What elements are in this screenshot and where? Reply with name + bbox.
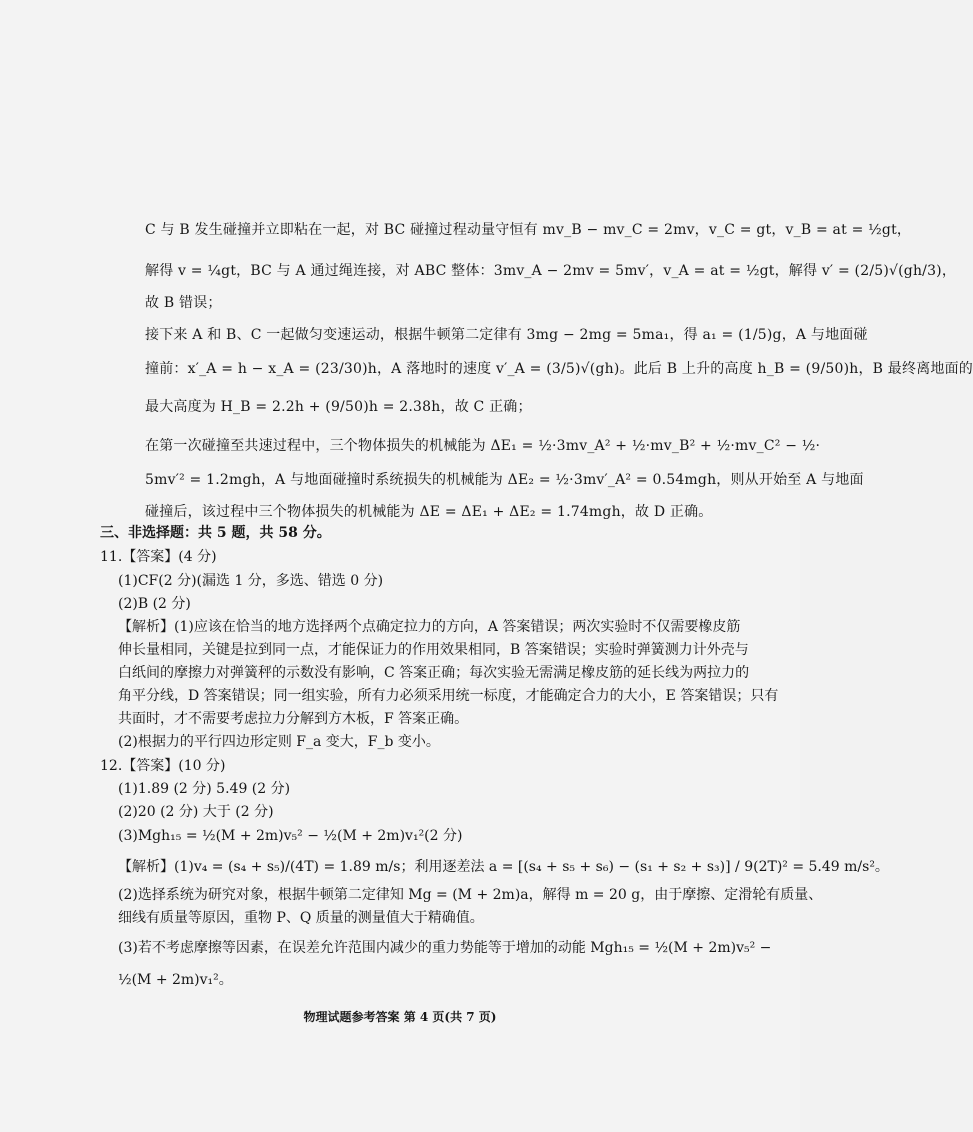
q12-line: (1)1.89 (2 分) 5.49 (2 分) xyxy=(118,781,291,797)
q12-line: (3)若不考虑摩擦等因素，在误差允许范围内减少的重力势能等于增加的动能 Mgh₁₅ = ½(M + 2m)v₅² − xyxy=(118,940,772,956)
q11-line: (2)B (2 分) xyxy=(118,596,191,612)
q12-line: 细线有质量等原因，重物 P、Q 质量的测量值大于精确值。 xyxy=(118,910,484,926)
q12-line: ½(M + 2m)v₁²。 xyxy=(118,972,233,988)
text-line: 在第一次碰撞至共速过程中，三个物体损失的机械能为 ΔE₁ = ½·3mv_A² + ½·mv_B² + ½·mv_C² − ½· xyxy=(145,438,821,454)
q12-line: (2)选择系统为研究对象，根据牛顿第二定律知 Mg = (M + 2m)a，解得 m = 20 g，由于摩擦、定滑轮有质量、 xyxy=(118,887,823,903)
text-line: 最大高度为 H_B = 2.2h + (9/50)h = 2.38h，故 C 正确； xyxy=(145,399,532,415)
text-line: 接下来 A 和 B、C 一起做匀变速运动，根据牛顿第二定律有 3mg − 2mg = 5ma₁，得 a₁ = (1/5)g，A 与地面碰 xyxy=(145,327,868,343)
q11-line: 共面时，才不需要考虑拉力分解到方木板，F 答案正确。 xyxy=(118,711,469,727)
text-line: 故 B 错误； xyxy=(145,295,222,311)
q11-line: 白纸间的摩擦力对弹簧秤的示数没有影响，C 答案正确；每次实验无需满足橡皮筋的延长线为两拉力的 xyxy=(118,665,750,681)
text-line: 解得 v = ¼gt，BC 与 A 通过绳连接，对 ABC 整体：3mv_A − 2mv = 5mv′，v_A = at = ½gt，解得 v′ = (2/5)√(gh/3)， xyxy=(145,263,957,279)
text-line: 撞前：x′_A = h − x_A = (23/30)h，A 落地时的速度 v′_A = (3/5)√(gh)。此后 B 上升的高度 h_B = (9/50)h，B 最终离地面的 xyxy=(145,361,973,377)
q12-heading: 12.【答案】(10 分) xyxy=(100,758,226,774)
section-heading: 三、非选择题：共 5 题，共 58 分。 xyxy=(100,525,331,541)
q12-line: (3)Mgh₁₅ = ½(M + 2m)v₅² − ½(M + 2m)v₁²(2 分) xyxy=(118,828,463,844)
text-line: 5mv′² = 1.2mgh，A 与地面碰撞时系统损失的机械能为 ΔE₂ = ½·3mv′_A² = 0.54mgh，则从开始至 A 与地面 xyxy=(145,472,864,488)
q11-line: 伸长量相同，关键是拉到同一点，才能保证力的作用效果相同，B 答案错误；实验时弹簧测力计外壳与 xyxy=(118,642,749,658)
q11-heading: 11.【答案】(4 分) xyxy=(100,549,217,565)
q11-line: (1)CF(2 分)(漏选 1 分，多选、错选 0 分) xyxy=(118,573,384,589)
text-line: C 与 B 发生碰撞并立即粘在一起，对 BC 碰撞过程动量守恒有 mv_B − mv_C = 2mv，v_C = gt，v_B = at = ½gt， xyxy=(145,222,912,238)
q11-line: 角平分线，D 答案错误；同一组实验，所有力必须采用统一标度，才能确定合力的大小，E 答案错误；只有 xyxy=(118,688,779,704)
q12-line: 【解析】(1)v₄ = (s₄ + s₅)/(4T) = 1.89 m/s；利用逐差法 a = [(s₄ + s₅ + s₆) − (s₁ + s₂ + s₃)] / 9(2T)² = 5.49 m/s²。 xyxy=(118,859,889,875)
q11-line: (2)根据力的平行四边形定则 F_a 变大，F_b 变小。 xyxy=(118,734,440,750)
page-footer: 物理试题参考答案 第 4 页(共 7 页) xyxy=(303,1010,497,1024)
q11-line: 【解析】(1)应该在恰当的地方选择两个点确定拉力的方向，A 答案错误；两次实验时不仅需要橡皮筋 xyxy=(118,619,741,635)
q12-line: (2)20 (2 分) 大于 (2 分) xyxy=(118,804,274,820)
text-line: 碰撞后，该过程中三个物体损失的机械能为 ΔE = ΔE₁ + ΔE₂ = 1.74mgh，故 D 正确。 xyxy=(145,504,713,520)
